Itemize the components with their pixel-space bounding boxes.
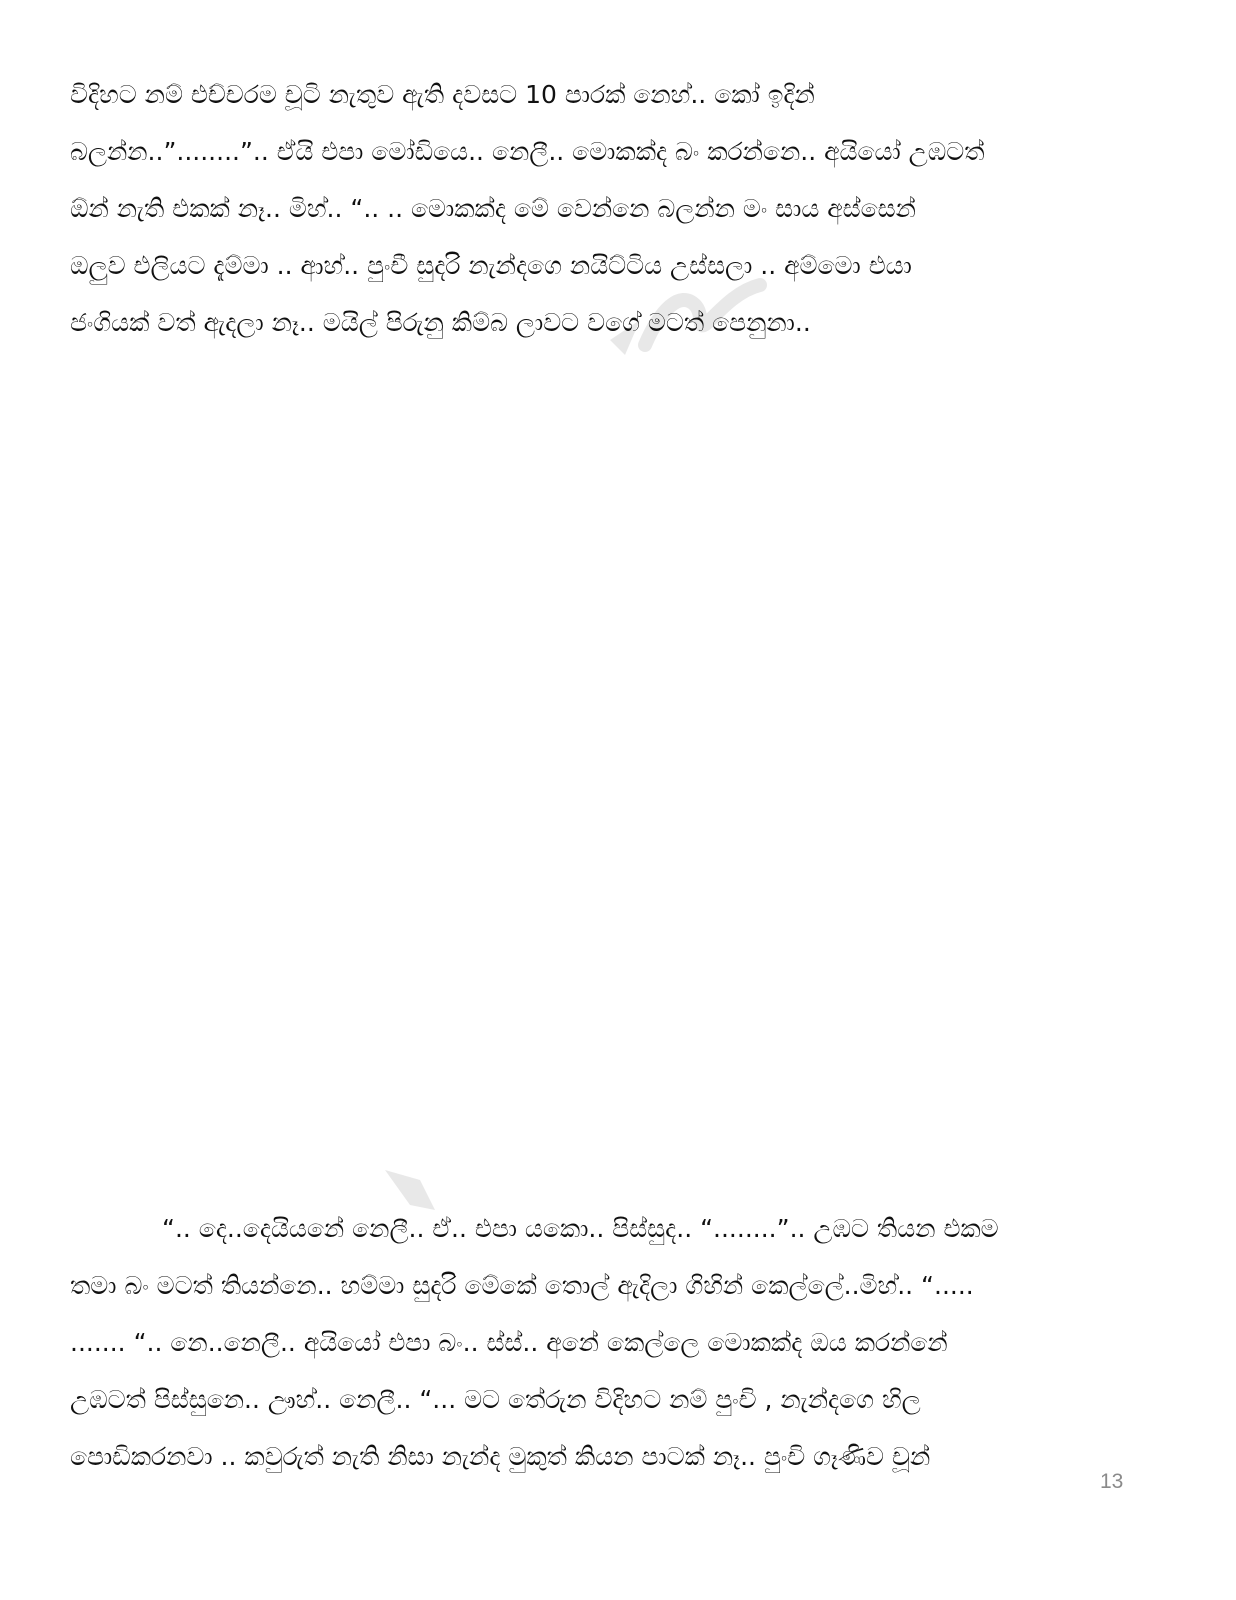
text-line: තමා බං මටත් තියන්නෙ.. හම්මා සුදරි මේකේ තොල් ඇදිලා ගිහින් කෙල්ලේ..මිහ්.. “..... [70, 1271, 974, 1300]
paragraph-bottom [70, 1200, 1160, 1485]
text-line: ඔලුව එලියට දැම්මා .. ආහ්.. පුංචී සුදරි නැන්දගෙ නයිට්ටිය උස්සලා .. අම්මො එයා [70, 251, 912, 280]
text-line: ඕන් නැති එකක් නෑ.. මිහ්.. “.. .. මොකක්ද මේ වෙන්නෙ බලන්න මං සාය අස්සෙන් [70, 194, 916, 223]
paragraph-top [70, 66, 1160, 351]
text-line: ....... “.. නෙ..නෙලී.. අයියෝ එපා බං.. ස්ස්.. අනේ කෙල්ලෙ මොකක්ද ඔය කරන්නේ [70, 1328, 948, 1357]
text-line: ජංගියක් වත් ඇදලා නෑ.. මයිල් පිරුනු කිම්බ ලාවට වගේ මටත් පෙනුනා.. [70, 308, 811, 337]
text-line: බලන්න..”........”.. ඒයි එපා මෝඩියෙ.. නෙලී.. මොකක්ද බං කරන්නෙ.. අයියෝ උඹටත් [70, 137, 985, 166]
text-line: පොඩිකරනවා .. කවුරුත් නැති නිසා නැන්ද මුකුත් කියන පාටක් නෑ.. පුංචි ගෑණිව චූන් [70, 1442, 931, 1471]
text-line: විදිහට නම් එච්චරම චූටි නැතුව ඇති දවසට 10 පාරක් නෙහ්.. කෝ ඉදින් [70, 80, 815, 109]
text-line: උඹටත් පිස්සුනෙ.. ඌහ්.. නෙලී.. “... මට තේරුන විදිහට නම් පුංචි , නැන්දගෙ හිල [70, 1385, 921, 1414]
page-number: 13 [1100, 1470, 1124, 1493]
text-line: “.. දෙ..දෙයියනේ නෙලී.. ඒ.. එපා යකො.. පිස්සුද.. “........”.. උඹට තියන එකම [162, 1214, 999, 1243]
